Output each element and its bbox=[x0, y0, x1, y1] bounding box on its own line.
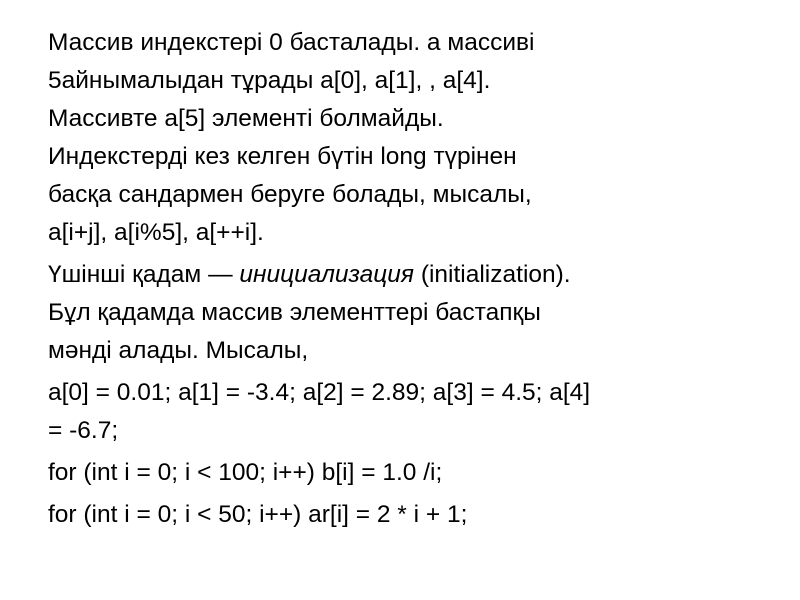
paragraph-array-indexing bbox=[48, 24, 768, 252]
text-line: Индекстерді кез келген бүтін long түрінен bbox=[48, 143, 517, 170]
text-line: = -6.7; bbox=[48, 417, 119, 444]
paragraph-initialization bbox=[48, 256, 768, 370]
text-line: Массивте a[5] элементі болмайды. bbox=[48, 105, 444, 132]
text-line: Массив индекстері 0 басталады. a массиві bbox=[48, 29, 535, 56]
text-line: 5айнымалыдан тұрады a[0], a[1], , a[4]. bbox=[48, 67, 491, 94]
text-line: басқа сандармен беруге болады, мысалы, bbox=[48, 181, 532, 208]
text-segment: (initialization). bbox=[414, 261, 571, 288]
text-line: мәнді алады. Мысалы, bbox=[48, 337, 309, 364]
text-line bbox=[48, 256, 768, 294]
paragraph-example-assignments bbox=[48, 374, 768, 450]
code-line: for (int i = 0; i < 100; i++) b[i] = 1.0 /i; bbox=[48, 459, 443, 486]
text-line: Бұл қадамда массив элементтері бастапқы bbox=[48, 299, 541, 326]
text-line: a[i+j], a[i%5], a[++i]. bbox=[48, 219, 264, 246]
italic-term: инициализация bbox=[239, 261, 415, 288]
slide-body bbox=[48, 24, 768, 538]
text-line: a[0] = 0.01; a[1] = -3.4; a[2] = 2.89; a[3] = 4.5; a[4] bbox=[48, 379, 591, 406]
paragraph-loop-b bbox=[48, 454, 768, 492]
text-segment: Үшінші қадам — bbox=[48, 261, 240, 288]
paragraph-loop-ar bbox=[48, 496, 768, 534]
code-line: for (int i = 0; i < 50; i++) ar[i] = 2 * i + 1; bbox=[48, 501, 468, 528]
